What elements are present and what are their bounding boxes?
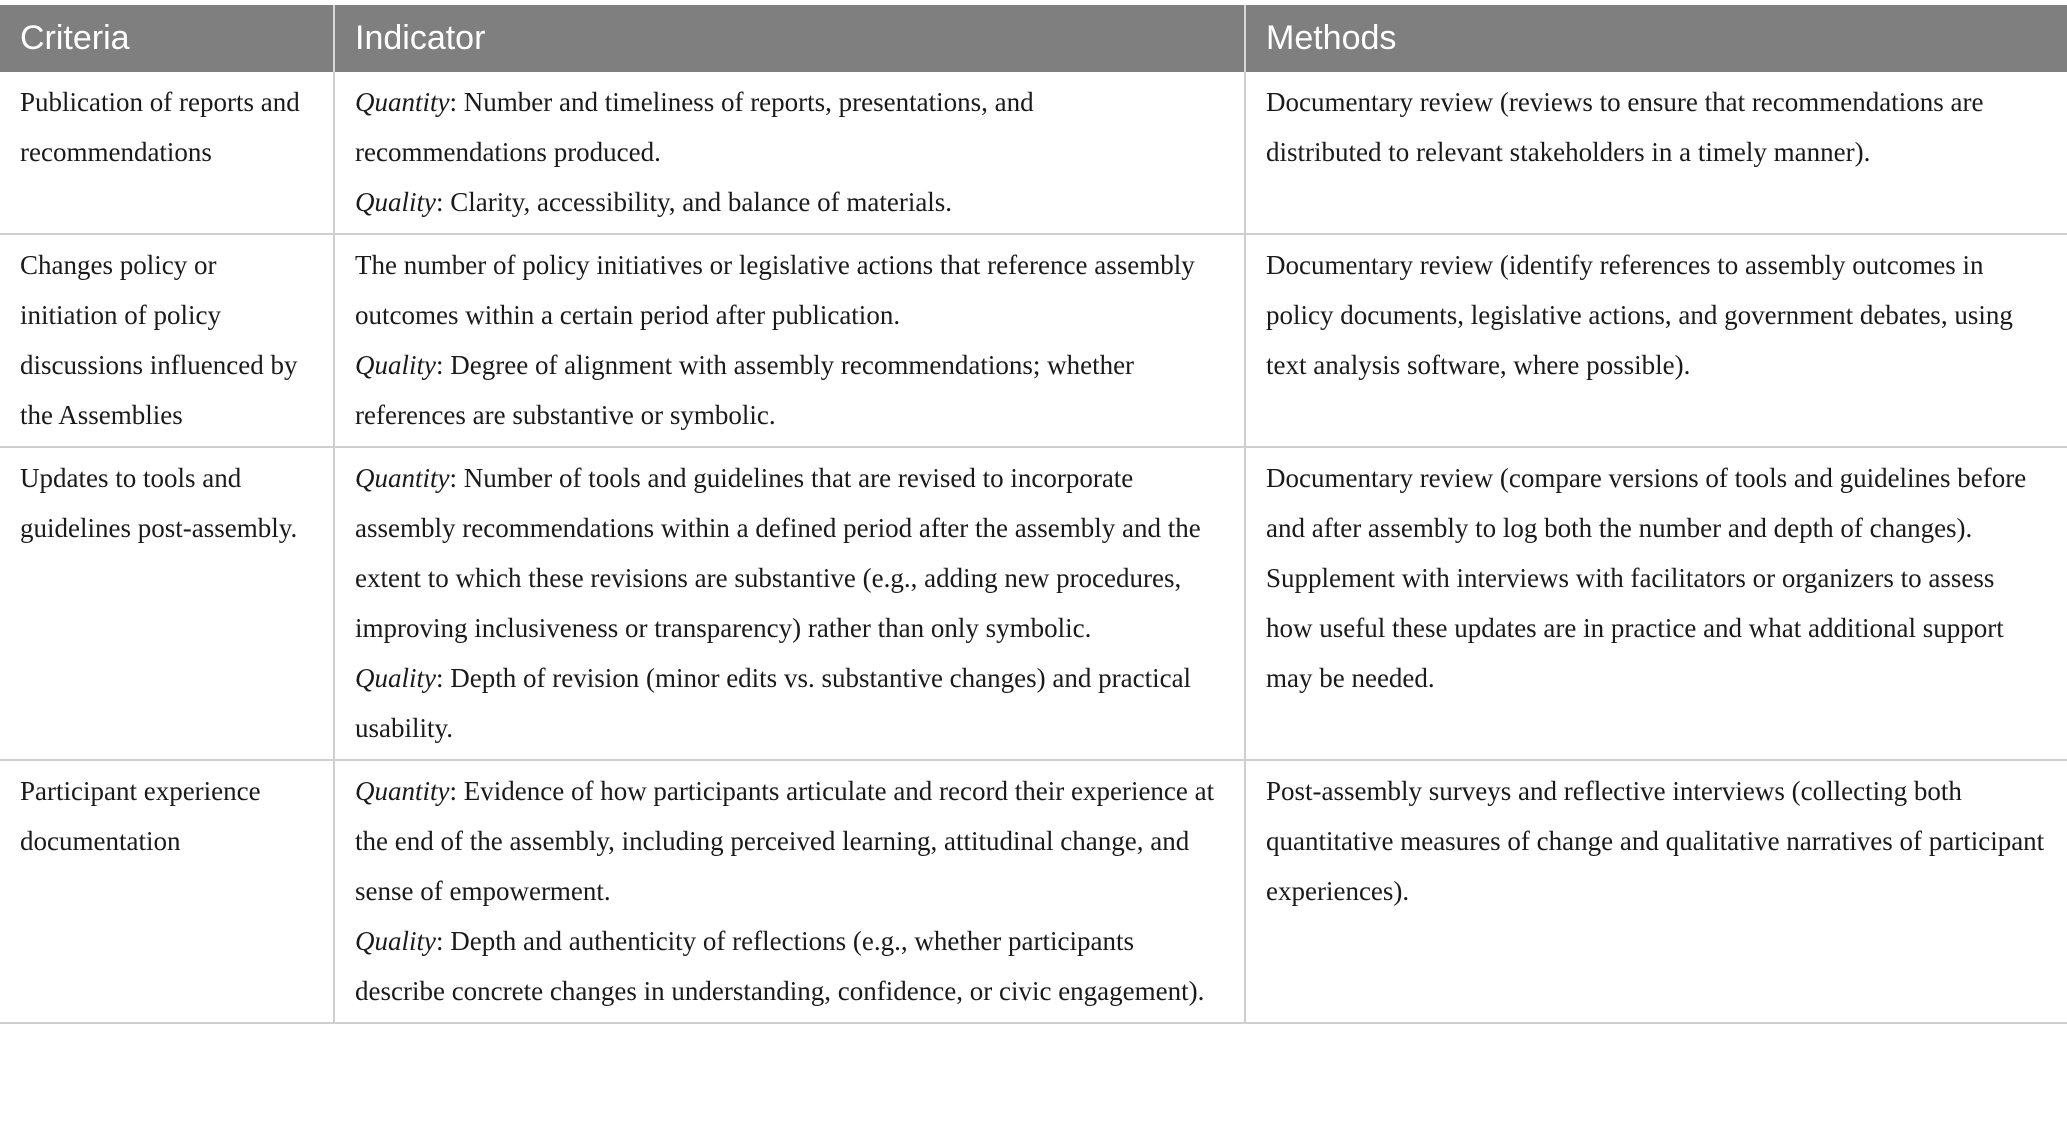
indicator-main: The number of policy initiatives or legislative actions that reference assembly outcomes within a certain period after publication. — [355, 250, 1195, 330]
indicator-quantity — [355, 766, 1224, 916]
criteria-cell: Changes policy or initiation of policy discussions influenced by the Assemblies — [0, 234, 334, 447]
indicator-quality — [355, 653, 1224, 753]
table-body — [0, 72, 2067, 1023]
header-criteria: Criteria — [0, 5, 334, 72]
quality-text: : Depth and authenticity of reflections (e.g., whether participants describe concrete changes in understanding, confidence, or civic engagement). — [355, 926, 1205, 1006]
header-methods: Methods — [1245, 5, 2067, 72]
quantity-label: Quantity — [355, 87, 450, 117]
indicator-cell — [334, 72, 1245, 234]
indicator-quality — [355, 340, 1224, 440]
indicator-cell — [334, 234, 1245, 447]
criteria-cell: Participant experience documentation — [0, 760, 334, 1023]
indicator-quantity — [355, 77, 1224, 177]
indicator-cell — [334, 760, 1245, 1023]
indicator-cell — [334, 447, 1245, 760]
quality-text: : Clarity, accessibility, and balance of materials. — [436, 187, 953, 217]
methods-cell: Documentary review (compare versions of tools and guidelines before and after assembly to log both the number and depth of changes). Supplement with interviews with facilitators or organizers to assess how useful these updates are in practice and what additional support may be needed. — [1245, 447, 2067, 760]
table-header — [0, 5, 2067, 72]
criteria-cell: Updates to tools and guidelines post-assembly. — [0, 447, 334, 760]
quality-label: Quality — [355, 663, 436, 693]
table-row — [0, 72, 2067, 234]
quantity-label: Quantity — [355, 776, 450, 806]
quality-text: : Degree of alignment with assembly recommendations; whether references are substantive or symbolic. — [355, 350, 1135, 430]
criteria-cell: Publication of reports and recommendations — [0, 72, 334, 234]
quantity-text: : Evidence of how participants articulate and record their experience at the end of the assembly, including perceived learning, attitudinal change, and sense of empowerment. — [355, 776, 1215, 906]
header-row — [0, 5, 2067, 72]
methods-cell: Documentary review (reviews to ensure that recommendations are distributed to relevant stakeholders in a timely manner). — [1245, 72, 2067, 234]
quantity-label: Quantity — [355, 463, 450, 493]
header-indicator: Indicator — [334, 5, 1245, 72]
quality-label: Quality — [355, 187, 436, 217]
indicator-quantity — [355, 453, 1224, 653]
quantity-text: : Number of tools and guidelines that are revised to incorporate assembly recommendations within a defined period after the assembly and the extent to which these revisions are substantive (e.g., adding new procedures, improving inclusiveness or transparency) rather than only symbolic. — [355, 463, 1201, 643]
indicator-quality — [355, 177, 1224, 227]
evaluation-table — [0, 5, 2067, 1024]
quality-label: Quality — [355, 350, 436, 380]
methods-cell: Documentary review (identify references to assembly outcomes in policy documents, legislative actions, and government debates, using text analysis software, where possible). — [1245, 234, 2067, 447]
methods-cell: Post-assembly surveys and reflective interviews (collecting both quantitative measures of change and qualitative narratives of participant experiences). — [1245, 760, 2067, 1023]
table-row — [0, 234, 2067, 447]
quantity-text: : Number and timeliness of reports, presentations, and recommendations produced. — [355, 87, 1034, 167]
quality-label: Quality — [355, 926, 436, 956]
quality-text: : Depth of revision (minor edits vs. substantive changes) and practical usability. — [355, 663, 1192, 743]
table-row — [0, 760, 2067, 1023]
table-row — [0, 447, 2067, 760]
indicator-quality — [355, 916, 1224, 1016]
